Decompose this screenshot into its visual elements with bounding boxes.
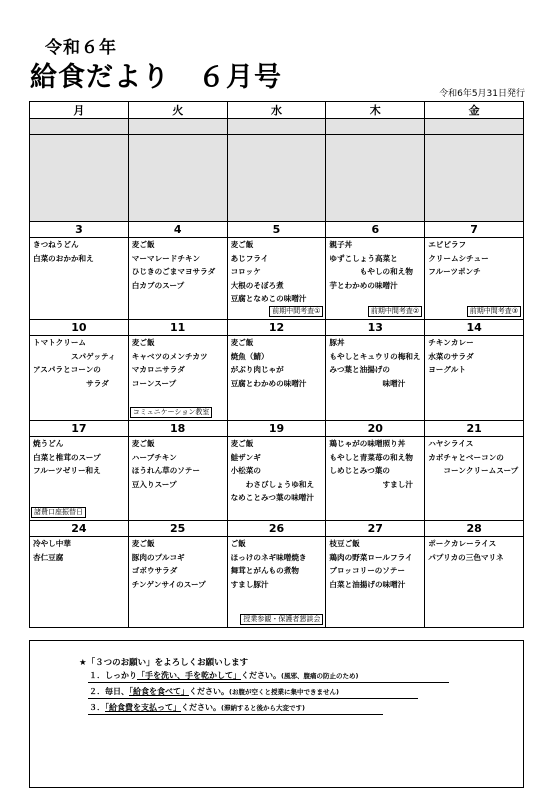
blank-cell — [326, 135, 425, 222]
event-note: 授業参観・保護者懇談会 — [240, 614, 323, 625]
blank-cell — [30, 135, 129, 222]
menu-cell-tue — [128, 238, 227, 320]
date-row — [30, 222, 524, 238]
date-number-thu: 27 — [326, 521, 425, 537]
menu-item: パプリカの三色マリネ — [428, 552, 504, 562]
menu-item: 麦ご飯 — [230, 240, 254, 249]
menu-item: 冷やし中華 — [33, 539, 71, 548]
menu-item: ひじきのごまマヨサラダ — [131, 267, 216, 277]
event-note: 諸費口座振替日 — [31, 507, 86, 518]
menu-item: がぶり肉じゃが — [230, 365, 284, 375]
event-note: 前期中間考査① — [269, 306, 323, 317]
menu-item: フルーツポンチ — [428, 267, 481, 277]
menu-item: 豆入りスープ — [131, 479, 177, 489]
date-number-thu: 20 — [326, 421, 425, 437]
menu-row — [30, 537, 524, 628]
date-number-mon: 17 — [30, 421, 129, 437]
era-label: 令和６年 — [45, 38, 117, 58]
menu-cell-mon — [30, 437, 129, 521]
menu-item: 麦ご飯 — [230, 338, 254, 347]
menu-item: カボチャとベーコンの — [428, 452, 504, 462]
menu-item: なめことみつ葉の味噌汁 — [230, 493, 314, 503]
menu-item: 味噌汁 — [329, 378, 406, 388]
menu-cell-thu — [326, 537, 425, 628]
event-note: 前期中間考査② — [368, 306, 422, 317]
menu-cell-wed — [227, 537, 326, 628]
date-number-tue: 18 — [128, 421, 227, 437]
date-row — [30, 421, 524, 437]
event-note: 前期中間考査③ — [467, 306, 521, 317]
menu-item: 麦ご飯 — [131, 539, 155, 548]
page-title: 給食だより ６月号 — [30, 62, 282, 93]
menu-item: 枝豆ご飯 — [329, 539, 360, 548]
weekday-tue: 火 — [128, 102, 227, 119]
menu-item: 水菜のサラダ — [428, 351, 474, 361]
date-row — [30, 320, 524, 336]
menu-item: ハーブチキン — [131, 452, 177, 462]
blank-cell — [425, 119, 524, 135]
menu-item: すまし汁 — [329, 479, 413, 489]
weekday-thu: 木 — [326, 102, 425, 119]
request-tail: ください。 — [241, 671, 281, 680]
menu-row — [30, 336, 524, 421]
menu-item: 白菜と油揚げの味噌汁 — [329, 579, 406, 589]
request-quote: 「手を洗い、手を乾かして」 — [137, 671, 241, 680]
menu-row — [30, 238, 524, 320]
menu-item: 杏仁豆腐 — [33, 552, 64, 562]
menu-item: アスパラとコーンの — [33, 365, 101, 375]
menu-item: コーンクリームスープ — [428, 466, 519, 476]
request-quote: 「給食を食べて」 — [129, 687, 189, 696]
menu-item: サラダ — [33, 378, 109, 388]
weekday-mon: 月 — [30, 102, 129, 119]
menu-cell-thu — [326, 437, 425, 521]
menu-cell-mon — [30, 336, 129, 421]
menu-item: キャベツのメンチカツ — [131, 351, 208, 361]
issue-date: 令和6年5月31日発行 — [439, 89, 525, 99]
date-row — [30, 521, 524, 537]
menu-item: エビピラフ — [428, 240, 467, 249]
menu-cell-tue — [128, 437, 227, 521]
menu-cell-tue — [128, 537, 227, 628]
menu-item: もやしとキュウリの梅和え — [329, 351, 421, 361]
menu-item: 豚丼 — [329, 338, 345, 347]
menu-item: 白カブのスープ — [131, 280, 185, 290]
lunch-calendar — [29, 101, 524, 628]
menu-item: 焼魚（鯖） — [230, 351, 269, 361]
menu-item: 白菜と椎茸のスープ — [33, 452, 101, 462]
request-number: １．しっかり — [89, 671, 137, 680]
date-number-fri: 21 — [425, 421, 524, 437]
requests-heading: ★「３つのお願い」をよろしくお願いします — [79, 658, 249, 668]
menu-item: すまし豚汁 — [230, 579, 269, 589]
menu-item: 芋とわかめの味噌汁 — [329, 280, 398, 290]
request-number: ３． — [89, 703, 105, 712]
weekday-wed: 水 — [227, 102, 326, 119]
menu-item: しめじとみつ葉の — [329, 466, 390, 476]
menu-item: ポークカレーライス — [428, 539, 497, 548]
menu-cell-fri — [425, 537, 524, 628]
menu-item: 大根のそぼろ煮 — [230, 280, 284, 290]
menu-item: ブロッコリーのソテー — [329, 566, 406, 576]
menu-item: スパゲッティ — [33, 351, 116, 361]
blank-cell — [425, 135, 524, 222]
date-number-thu: 6 — [326, 222, 425, 238]
menu-item: 麦ご飯 — [131, 240, 155, 249]
menu-cell-thu — [326, 336, 425, 421]
blank-cell — [30, 119, 129, 135]
menu-item: ゆずこしょう高菜と — [329, 253, 398, 263]
menu-item: マーマレードチキン — [131, 253, 201, 263]
menu-item: みつ葉と油揚げの — [329, 365, 390, 375]
date-number-fri: 14 — [425, 320, 524, 336]
request-underline — [88, 698, 418, 699]
request-number: ２．毎日、 — [89, 687, 129, 696]
event-note: コミュニケーション教室 — [130, 407, 213, 418]
menu-item: フルーツゼリー和え — [33, 466, 101, 476]
menu-item: マカロニサラダ — [131, 365, 185, 375]
requests-box — [29, 640, 524, 788]
menu-cell-fri — [425, 437, 524, 521]
menu-item: 小松菜の — [230, 466, 261, 476]
menu-item: ゴボウサラダ — [131, 566, 178, 576]
menu-cell-tue — [128, 336, 227, 421]
date-number-tue: 25 — [128, 521, 227, 537]
date-number-fri: 28 — [425, 521, 524, 537]
menu-item: もやしと青菜苺の和え物 — [329, 452, 413, 462]
menu-item: コロッケ — [230, 267, 261, 277]
menu-cell-wed — [227, 437, 326, 521]
menu-item: 麦ご飯 — [131, 439, 155, 448]
menu-item: 焼うどん — [33, 439, 64, 448]
date-number-thu: 13 — [326, 320, 425, 336]
date-number-wed: 26 — [227, 521, 326, 537]
date-number-wed: 5 — [227, 222, 326, 238]
menu-item: ほっけのネギ味噌焼き — [230, 552, 307, 562]
menu-item: チンゲンサイのスープ — [131, 579, 206, 589]
menu-cell-thu — [326, 238, 425, 320]
request-quote: 「給食費を支払って」 — [105, 703, 181, 712]
weekday-fri: 金 — [425, 102, 524, 119]
menu-item: コーンスープ — [131, 378, 177, 388]
menu-item: 麦ご飯 — [230, 439, 254, 448]
request-underline — [88, 682, 449, 683]
menu-item: チキンカレー — [428, 338, 474, 347]
request-underline — [88, 714, 383, 715]
request-item-2 — [89, 686, 339, 697]
blank-cell — [227, 135, 326, 222]
request-item-1 — [89, 670, 358, 681]
menu-item: 鶏じゃがの味噌照り丼 — [329, 439, 406, 448]
menu-item: 豆腐となめこの味噌汁 — [230, 294, 307, 304]
date-number-mon: 24 — [30, 521, 129, 537]
date-number-fri: 7 — [425, 222, 524, 238]
menu-item: きつねうどん — [33, 240, 79, 249]
menu-item: あじフライ — [230, 253, 269, 263]
blank-row-body — [30, 135, 524, 222]
menu-row — [30, 437, 524, 521]
blank-row-top — [30, 119, 524, 135]
menu-item: 鶏肉の野菜ロールフライ — [329, 552, 413, 562]
date-number-wed: 12 — [227, 320, 326, 336]
request-note: (風邪、腹痛の防止のため) — [281, 672, 359, 680]
date-number-mon: 3 — [30, 222, 129, 238]
date-number-mon: 10 — [30, 320, 129, 336]
weekday-header-row — [30, 102, 524, 119]
request-tail: ください。 — [181, 703, 221, 712]
menu-item: ご飯 — [230, 539, 246, 548]
menu-item: 麦ご飯 — [131, 338, 155, 347]
request-tail: ください。 — [189, 687, 229, 696]
menu-item: 鮭ザンギ — [230, 452, 261, 462]
menu-cell-mon — [30, 537, 129, 628]
menu-cell-wed — [227, 336, 326, 421]
menu-cell-fri — [425, 336, 524, 421]
menu-item: 親子丼 — [329, 240, 353, 249]
menu-item: わさびしょうゆ和え — [230, 479, 315, 489]
blank-cell — [128, 135, 227, 222]
date-number-tue: 4 — [128, 222, 227, 238]
menu-item: ほうれん草のソテー — [131, 466, 200, 476]
menu-item: 白菜のおかか和え — [33, 253, 94, 263]
menu-cell-wed — [227, 238, 326, 320]
request-item-3 — [89, 702, 305, 713]
blank-cell — [227, 119, 326, 135]
menu-item: 豚肉のプルコギ — [131, 552, 185, 562]
menu-item: 豆腐とわかめの味噌汁 — [230, 378, 307, 388]
blank-cell — [326, 119, 425, 135]
menu-item: トマトクリーム — [33, 338, 87, 347]
menu-cell-fri — [425, 238, 524, 320]
date-number-tue: 11 — [128, 320, 227, 336]
date-number-wed: 19 — [227, 421, 326, 437]
request-note: (お腹が空くと授業に集中できません) — [229, 688, 339, 696]
menu-item: 舞茸とがんもの煮物 — [230, 566, 299, 576]
menu-cell-mon — [30, 238, 129, 320]
menu-item: ヨーグルト — [428, 365, 466, 375]
request-note: (滞納すると後から大変です) — [221, 704, 305, 712]
menu-item: ハヤシライス — [428, 439, 474, 448]
blank-cell — [128, 119, 227, 135]
menu-item: クリームシチュー — [428, 253, 489, 263]
menu-item: もやしの和え物 — [329, 267, 413, 277]
